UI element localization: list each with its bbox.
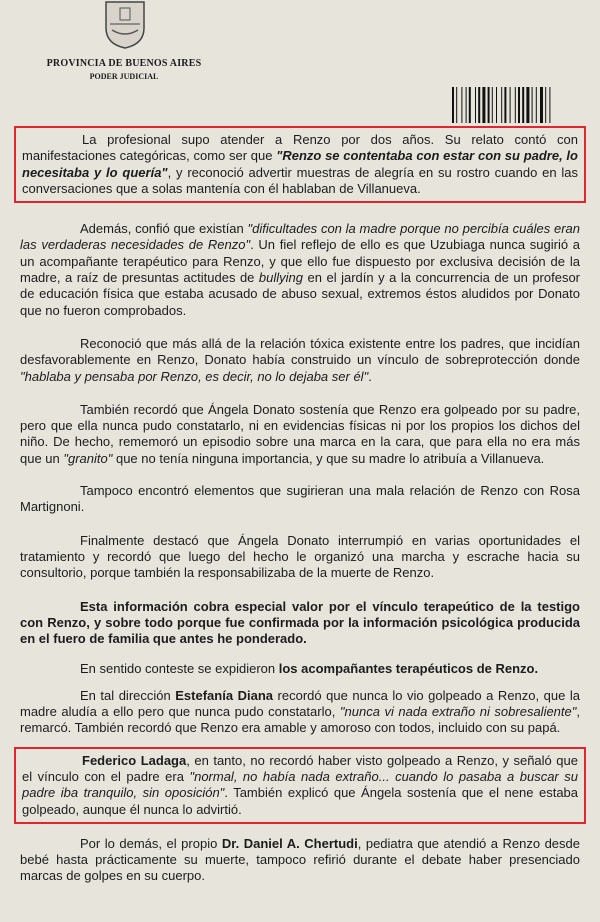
text-run: bullying	[258, 270, 304, 286]
paragraph	[20, 336, 580, 385]
text-run: en el jardín y a la concurrencia de un profesor de educación física que estaba acusado de abuso sexual, extremos éstos aludidos por Donato que no fueron comprobados.	[20, 270, 581, 318]
text-run: Finalmente destacó que Ángela Donato interrumpió en varias oportunidades el tratamiento y recordó que luego del hecho le organizó una marcha y escrache hacia su consultorio, porque también la responsabilizaba de la muerte de Renzo.	[20, 532, 580, 581]
document-body	[20, 126, 580, 885]
text-run: Dr. Daniel A. Chertudi	[221, 835, 358, 851]
text-run: Reconoció que más allá de la relación tóxica existente entre los padres, que incidían desfavorablemente en Renzo, Donato había construido un vínculo de sobreprotección donde	[20, 335, 580, 368]
barcode-icon	[450, 85, 590, 125]
text-run: Por lo demás, el propio	[80, 835, 222, 851]
text-run: "nunca vi nada extraño ni sobresaliente"	[339, 704, 577, 720]
text-run: , en tanto, no recordó haber visto golpeado a Renzo, y señaló que el vínculo con el padre era	[22, 752, 578, 784]
text-run: También recordó que Ángela Donato sostenía que Renzo era golpeado por su padre, pero que ella nunca pudo constatarlo, ni en evidencias físicas ni por los propios los dichos del niño. De hecho, rememoró un episodio sobre una marca en la cara, que para ella no era más que un	[20, 401, 580, 466]
text-run: "normal, no había nada extraño... cuando lo pasaba a buscar su padre iba tranquilo, sin oposición"	[22, 768, 578, 801]
highlighted-paragraph	[14, 126, 586, 203]
text-run: "granito"	[63, 450, 113, 466]
paragraph	[20, 221, 580, 319]
text-run: En sentido conteste se expidieron	[80, 661, 279, 677]
paragraph	[20, 661, 580, 677]
text-run: Federico Ladaga	[82, 752, 187, 768]
province-heading: PROVINCIA DE BUENOS AIRES	[46, 58, 202, 69]
text-run: los acompañantes terapéuticos de Renzo.	[278, 661, 539, 677]
text-run: Además, confió que existían	[80, 221, 248, 237]
text-run: , y reconoció advertir muestras de alegría en su rostro cuando en las conversaciones que a solas mantenía con él hablaban de Villanueva.	[22, 164, 578, 196]
text-run: La profesional supo atender a Renzo por dos años. Su relato contó con manifestaciones categóricas, como ser que	[22, 132, 578, 164]
text-run: , pediatra que atendió a Renzo desde bebé hasta prácticamente su muerte, tampoco refirió durante el debate haber presenciado marcas de golpes en su cuerpo.	[20, 835, 580, 884]
judicial-branch-heading: PODER JUDICIAL	[89, 72, 159, 81]
paragraph	[20, 688, 580, 737]
text-run: que no tenía ninguna importancia, y que su madre lo atribuía a Villanueva.	[112, 450, 545, 466]
text-run: Estefanía Diana	[175, 687, 274, 703]
text-run: "Renzo se contentaba con estar con su padre, lo necesitaba y lo quería"	[22, 148, 578, 180]
text-run: .	[368, 368, 372, 384]
text-run: "hablaba y pensaba por Renzo, es decir, no lo dejaba ser él"	[20, 368, 369, 384]
text-run: Tampoco encontró elementos que sugirieran una mala relación de Renzo con Rosa Martignoni.	[20, 483, 580, 515]
text-run: "dificultades con la madre porque no percibía cuáles eran las verdaderas necesidades de Renzo"	[20, 221, 580, 253]
paragraph	[20, 533, 580, 582]
paragraph	[20, 599, 580, 648]
paragraph	[20, 402, 580, 467]
text-run: Esta información cobra especial valor por el vínculo terapeútico de la testigo con Renzo, y sobre todo porque fue confirmada por la información psicológica producida en el fuero de familia que antes he ponderado.	[20, 598, 580, 647]
text-run: . También explicó que Ángela sostenía que el nene estaba golpeado, aunque él nunca lo advirtió.	[22, 785, 579, 817]
text-run: En tal dirección	[80, 687, 176, 703]
text-run: . Un fiel reflejo de ello es que Uzubiaga nunca sugirió a un acompañante terapéutico para Renzo, y que ello fue dispuesto por exclusiva decisión de la madre, a raíz de presuntas actitudes de	[20, 237, 580, 286]
paragraph	[20, 483, 580, 516]
text-run: recordó que nunca lo vio golpeado a Renzo, que la madre aludía a ello pero que nunca pudo constatarlo,	[20, 687, 580, 720]
coat-of-arms-seal-icon	[102, 0, 148, 50]
text-run: , remarcó. También recordó que Renzo era amable y amoroso con todos, incluido con su papá.	[20, 704, 580, 736]
highlighted-paragraph	[14, 747, 586, 824]
paragraph	[20, 836, 580, 885]
